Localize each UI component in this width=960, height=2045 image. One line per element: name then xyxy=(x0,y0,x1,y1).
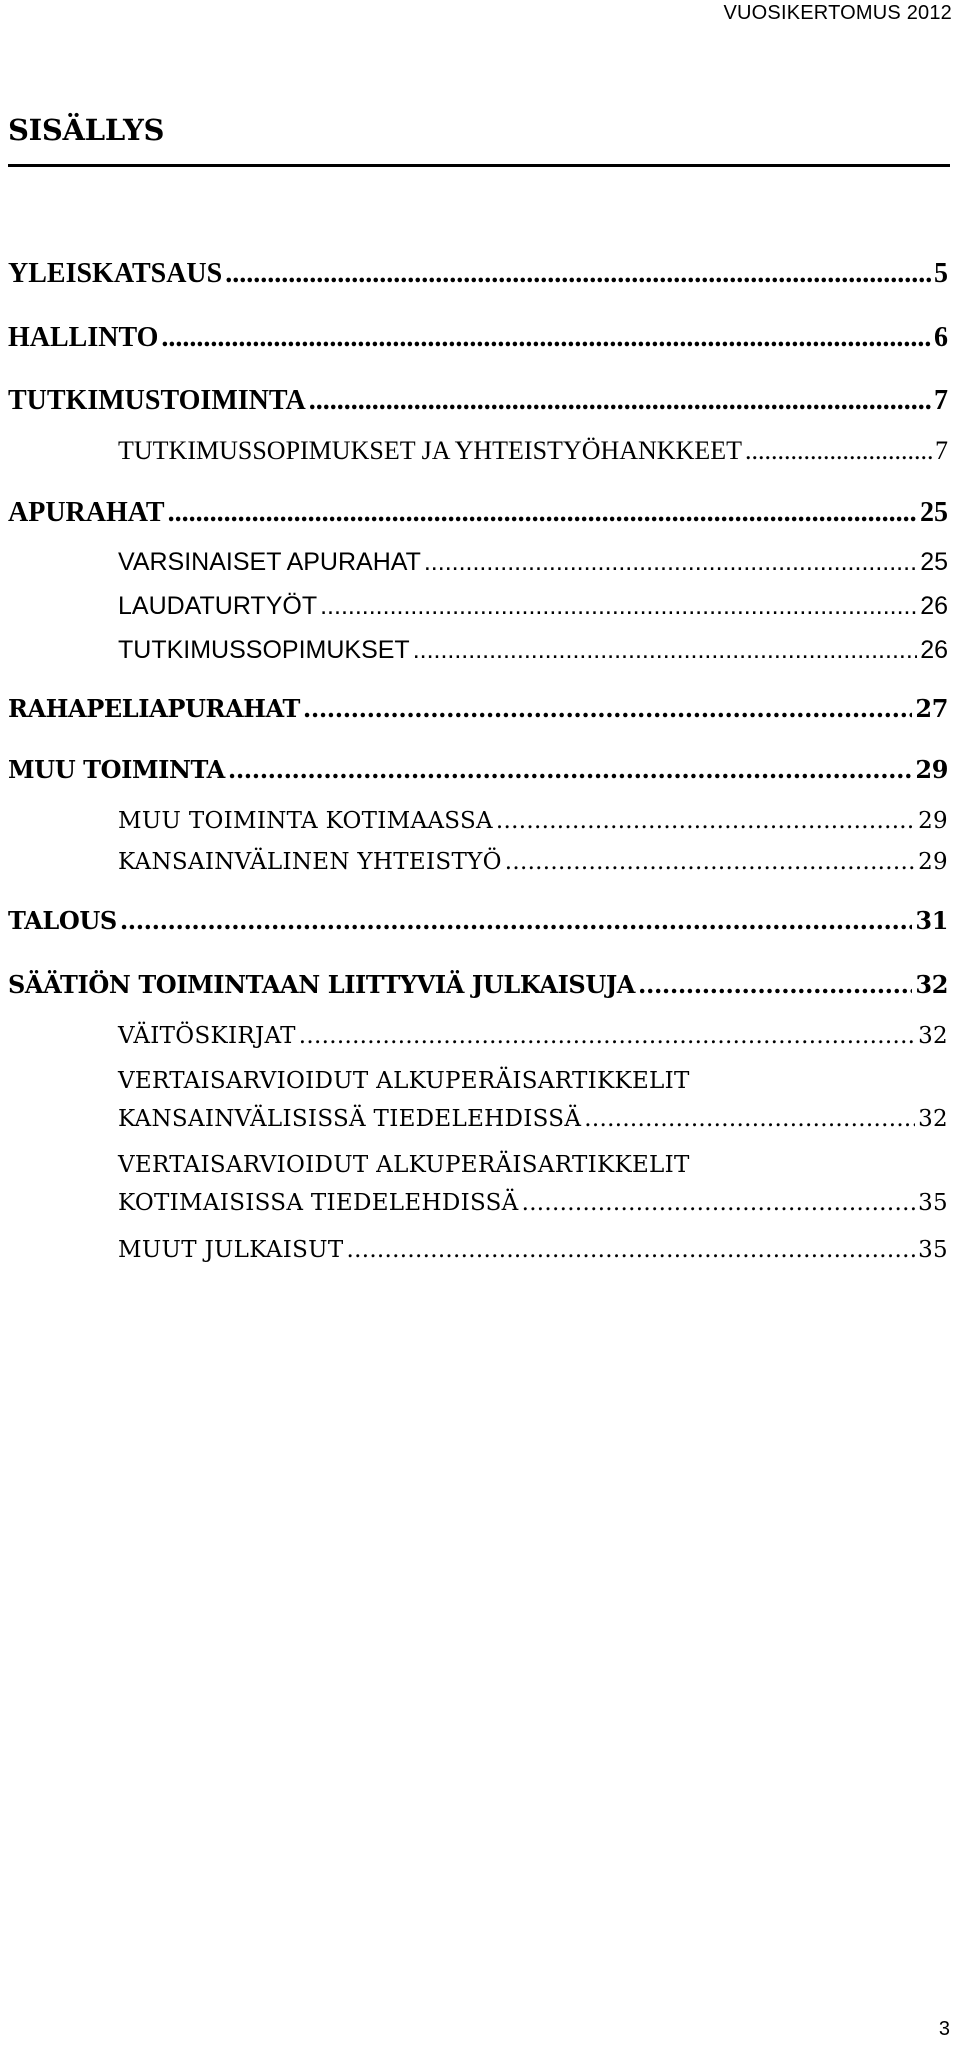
toc-entry-page: 32 xyxy=(918,1023,948,1049)
toc-entry-label: KOTIMAISISSA TIEDELEHDISSÄ xyxy=(118,1190,519,1216)
toc-entry-kansainvalinen-yhteistyo[interactable] xyxy=(118,849,948,875)
toc-dot-leader xyxy=(168,497,917,529)
toc-dot-leader xyxy=(228,755,913,784)
toc-entry-page: 25 xyxy=(920,548,948,576)
toc-entry-kansainvaliset-artikkelit[interactable] xyxy=(118,1106,948,1132)
toc-entry-label: YLEISKATSAUS xyxy=(8,258,223,289)
toc-entry-label: MUU TOIMINTA xyxy=(8,755,225,784)
toc-entry-vaitoskirjat[interactable] xyxy=(118,1023,948,1049)
toc-entry-label: SÄÄTIÖN TOIMINTAAN LIITTYVIÄ JULKAISUJA xyxy=(8,970,636,999)
toc-entry-page: 32 xyxy=(915,970,948,999)
toc-entry-label: LAUDATURTYÖT xyxy=(118,592,318,620)
toc-entry-page: 35 xyxy=(918,1190,948,1216)
toc-dot-leader xyxy=(225,258,931,290)
toc-entry-label: HALLINTO xyxy=(8,322,159,353)
toc-entry-tutkimustoiminta[interactable] xyxy=(8,385,948,417)
toc-entry-label: MUU TOIMINTA KOTIMAASSA xyxy=(118,808,493,834)
toc-entry-page: 26 xyxy=(920,636,948,664)
toc-dot-leader xyxy=(346,1237,915,1263)
toc-entry-talous[interactable] xyxy=(8,906,948,935)
toc-dot-leader xyxy=(320,592,917,621)
toc-entry-tutkimussopimukset[interactable] xyxy=(118,636,948,665)
toc-dot-leader xyxy=(303,694,912,723)
running-header: VUOSIKERTOMUS 2012 xyxy=(723,2,952,24)
toc-entry-page: 29 xyxy=(918,808,948,834)
toc-entry-yleiskatsaus[interactable] xyxy=(8,258,948,290)
toc-entry-rahapeliapurahat[interactable] xyxy=(8,694,948,723)
toc-entry-label: MUUT JULKAISUT xyxy=(118,1237,344,1263)
toc-dot-leader xyxy=(505,849,915,875)
toc-entry-page: 25 xyxy=(920,497,948,528)
toc-entry-page: 31 xyxy=(915,906,948,935)
toc-dot-leader xyxy=(309,385,931,417)
toc-entry-label: VARSINAISET APURAHAT xyxy=(118,548,421,576)
toc-entry-label: TUTKIMUSTOIMINTA xyxy=(8,385,306,416)
toc-entry-page: 29 xyxy=(915,755,948,784)
toc-dot-leader xyxy=(299,1023,915,1049)
toc-entry-hallinto[interactable] xyxy=(8,322,948,354)
toc-entry-page: 5 xyxy=(934,258,948,289)
toc-entry-muu-toiminta-kotimaassa[interactable] xyxy=(118,808,948,834)
toc-entry-label: VÄITÖSKIRJAT xyxy=(118,1023,296,1049)
toc-dot-leader xyxy=(496,808,915,834)
toc-dot-leader xyxy=(522,1190,916,1216)
toc-entry-page: 7 xyxy=(935,436,948,465)
toc-entry-muu-toiminta[interactable] xyxy=(8,755,948,784)
toc-dot-leader xyxy=(745,436,932,466)
toc-dot-leader xyxy=(161,322,931,354)
toc-entry-label: KANSAINVÄLINEN YHTEISTYÖ xyxy=(118,849,502,875)
toc-entry-kotimaiset-artikkelit[interactable] xyxy=(118,1190,948,1216)
toc-entry-page: 26 xyxy=(920,592,948,620)
page-number: 3 xyxy=(938,2018,950,2040)
toc-dot-leader xyxy=(424,548,917,577)
toc-entry-page: 35 xyxy=(918,1237,948,1263)
toc-entry-muut-julkaisut[interactable] xyxy=(118,1237,948,1263)
toc-dot-leader xyxy=(638,970,912,999)
toc-entry-label: TUTKIMUSSOPIMUKSET JA YHTEISTYÖHANKKEET xyxy=(118,436,742,465)
toc-entry-saation-julkaisut[interactable] xyxy=(8,970,948,999)
toc-entry-label: APURAHAT xyxy=(8,497,165,528)
toc-entry-apurahat[interactable] xyxy=(8,497,948,529)
toc-entry-label-line1: VERTAISARVIOIDUT ALKUPERÄISARTIKKELIT xyxy=(118,1068,690,1094)
toc-dot-leader xyxy=(584,1106,915,1132)
toc-entry-page: 6 xyxy=(934,322,948,353)
toc-entry-varsinaiset-apurahat[interactable] xyxy=(118,548,948,577)
toc-entry-label: RAHAPELIAPURAHAT xyxy=(8,694,300,723)
toc-entry-label: TUTKIMUSSOPIMUKSET xyxy=(118,636,410,664)
toc-entry-laudaturtyot[interactable] xyxy=(118,592,948,621)
toc-dot-leader xyxy=(413,636,918,665)
toc-dot-leader xyxy=(120,906,913,935)
toc-entry-label: TALOUS xyxy=(8,906,117,935)
toc-entry-page: 7 xyxy=(934,385,948,416)
toc-entry-label: KANSAINVÄLISISSÄ TIEDELEHDISSÄ xyxy=(118,1106,582,1132)
toc-entry-page: 27 xyxy=(915,694,948,723)
toc-entry-tutkimussopimukset-ja-yhteistyohankkeet[interactable] xyxy=(118,436,948,466)
toc-heading: SISÄLLYS xyxy=(8,113,165,147)
toc-entry-page: 29 xyxy=(918,849,948,875)
toc-entry-label-line1: VERTAISARVIOIDUT ALKUPERÄISARTIKKELIT xyxy=(118,1152,690,1178)
toc-entry-page: 32 xyxy=(918,1106,948,1132)
